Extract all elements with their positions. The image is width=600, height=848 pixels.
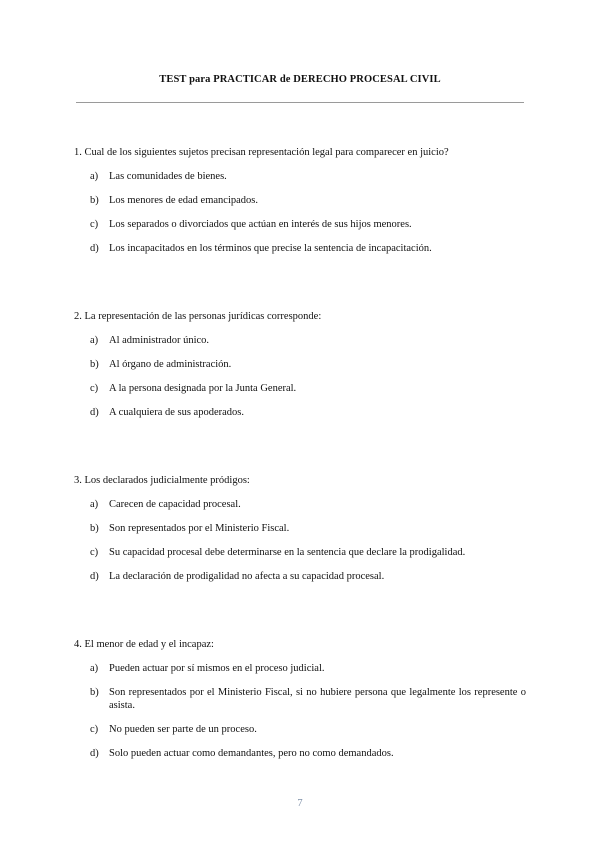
option-a: [74, 334, 526, 347]
option-text: Al órgano de administración.: [109, 359, 232, 370]
option-text: Solo pueden actuar como demandantes, pero no como demandados.: [109, 748, 394, 759]
option-label: d): [90, 748, 99, 759]
option-label: d): [90, 407, 99, 418]
option-text: Pueden actuar por sí mismos en el proceso judicial.: [109, 663, 325, 674]
option-a: [74, 662, 526, 675]
question-text: 4. El menor de edad y el incapaz:: [74, 639, 214, 650]
option-c: [74, 218, 526, 231]
option-text: A la persona designada por la Junta General.: [109, 383, 297, 394]
option-list: [74, 498, 526, 583]
question-text: 2. La representación de las personas jurídicas corresponde:: [74, 311, 322, 322]
question-1: [74, 146, 526, 266]
question-3: [74, 474, 526, 594]
option-label: a): [90, 499, 99, 510]
option-text: Al administrador único.: [109, 335, 210, 346]
option-b: [74, 522, 526, 535]
option-label: c): [90, 219, 99, 230]
option-label: c): [90, 724, 99, 735]
option-d: [74, 406, 526, 419]
option-c: [74, 723, 526, 736]
option-list: [74, 170, 526, 255]
option-text: Su capacidad procesal debe determinarse en la sentencia que declare la prodigalidad.: [109, 547, 466, 558]
option-label: a): [90, 335, 99, 346]
page-number: 7: [297, 798, 303, 809]
option-label: b): [90, 523, 99, 534]
document-title: TEST para PRACTICAR de DERECHO PROCESAL CIVIL: [159, 74, 441, 85]
question-2: [74, 310, 526, 430]
option-a: [74, 498, 526, 511]
option-label: b): [90, 687, 99, 698]
question-4: [74, 638, 526, 771]
option-list: [74, 334, 526, 419]
option-d: [74, 570, 526, 583]
question-text: 3. Los declarados judicialmente pródigos:: [74, 475, 250, 486]
option-label: a): [90, 663, 99, 674]
option-list: [74, 662, 526, 760]
option-label: c): [90, 383, 99, 394]
option-text: A cualquiera de sus apoderados.: [109, 407, 244, 418]
option-text: Son representados por el Ministerio Fiscal, si no hubiere persona que legalmente los represente o asista.: [109, 687, 526, 711]
title-divider: [76, 102, 524, 103]
option-text: Las comunidades de bienes.: [109, 171, 227, 182]
option-b: [74, 686, 526, 712]
option-text: Son representados por el Ministerio Fiscal.: [109, 523, 290, 534]
option-a: [74, 170, 526, 183]
option-text: La declaración de prodigalidad no afecta a su capacidad procesal.: [109, 571, 385, 582]
option-label: b): [90, 359, 99, 370]
option-d: [74, 747, 526, 760]
option-text: Los incapacitados en los términos que precise la sentencia de incapacitación.: [109, 243, 432, 254]
option-text: Carecen de capacidad procesal.: [109, 499, 241, 510]
option-c: [74, 382, 526, 395]
option-c: [74, 546, 526, 559]
option-d: [74, 242, 526, 255]
question-text: 1. Cual de los siguientes sujetos precisan representación legal para comparecer en juicio?: [74, 147, 449, 158]
option-label: b): [90, 195, 99, 206]
option-label: d): [90, 571, 99, 582]
option-b: [74, 358, 526, 371]
option-b: [74, 194, 526, 207]
option-label: d): [90, 243, 99, 254]
option-text: Los menores de edad emancipados.: [109, 195, 258, 206]
option-text: No pueden ser parte de un proceso.: [109, 724, 257, 735]
option-label: a): [90, 171, 99, 182]
option-label: c): [90, 547, 99, 558]
option-text: Los separados o divorciados que actúan en interés de sus hijos menores.: [109, 219, 412, 230]
